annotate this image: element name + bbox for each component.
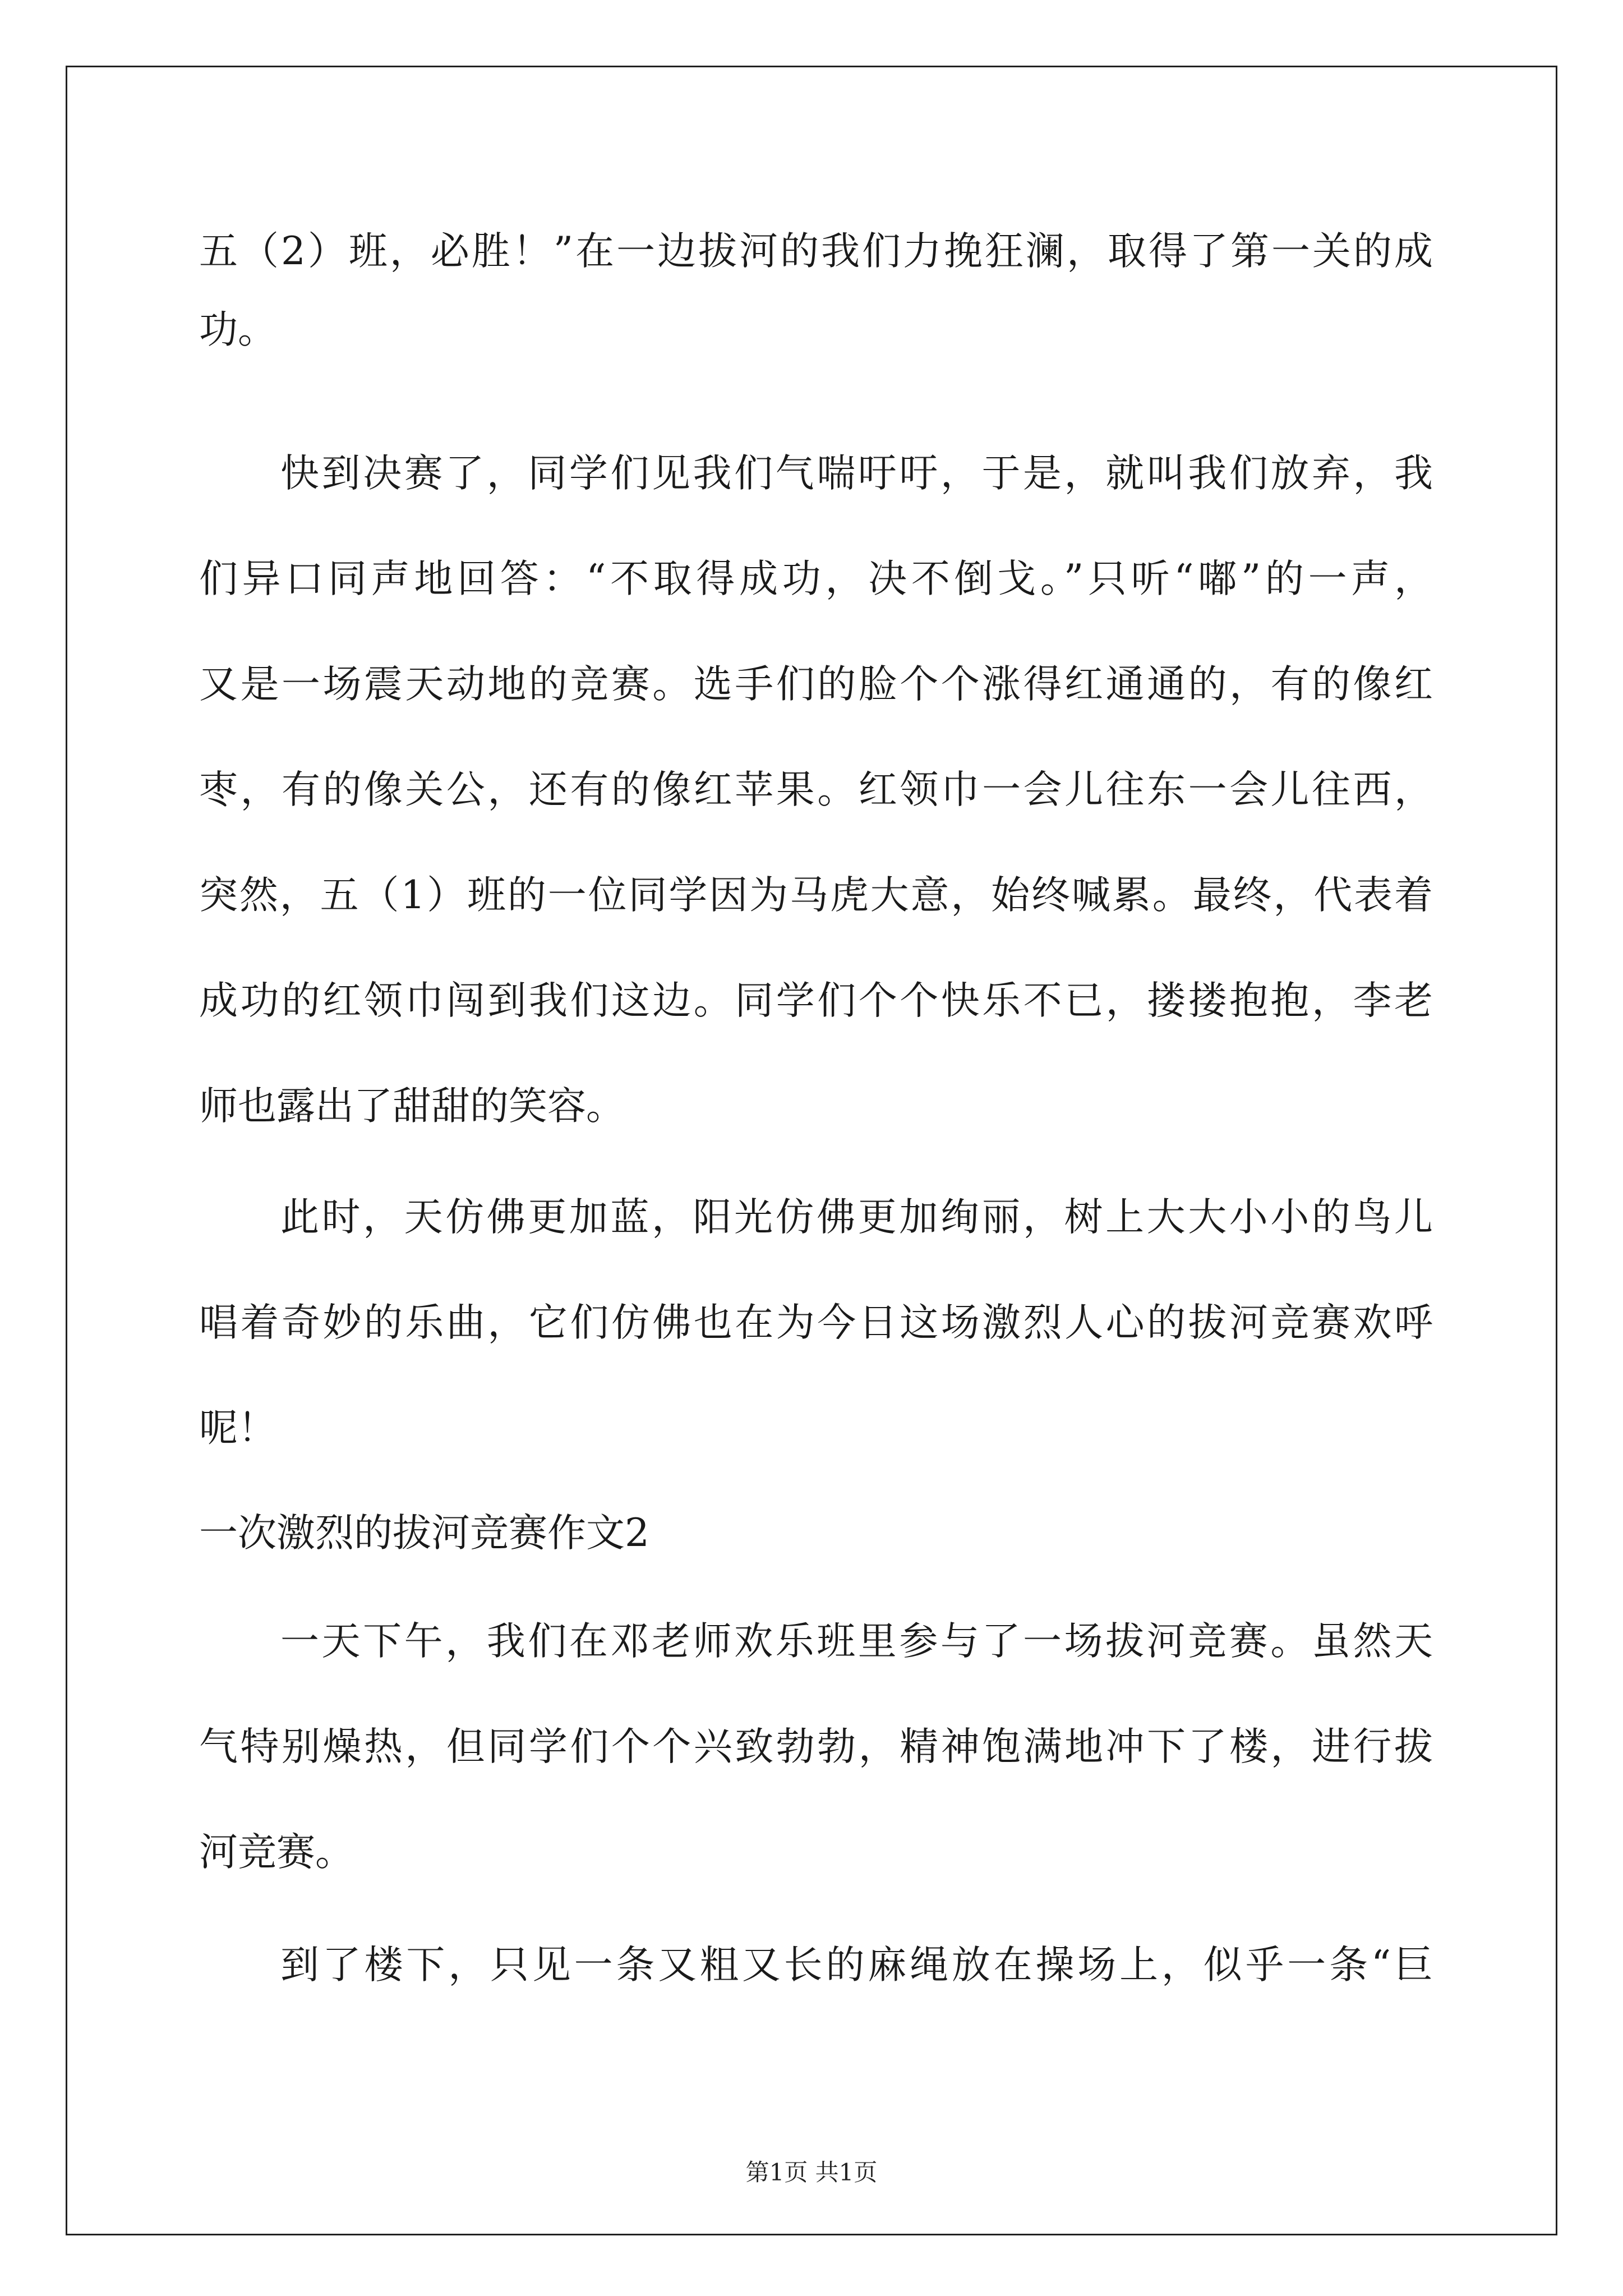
text-line: 气特别燥热，但同学们个个兴致勃勃，精神饱满地冲下了楼，进行拔 — [199, 1724, 1433, 1769]
text-line: 枣，有的像关公，还有的像红苹果。红领巾一会儿往东一会儿往西， — [199, 767, 1433, 812]
text-line: 成功的红领巾闯到我们这边。同学们个个快乐不已，搂搂抱抱，李老 — [199, 978, 1433, 1023]
text-line: 河竞赛。 — [199, 1830, 354, 1875]
text-line: 到了楼下，只见一条又粗又长的麻绳放在操场上，似乎一条“巨 — [280, 1943, 1433, 1987]
page-footer: 第1页 共1页 — [745, 2159, 878, 2186]
text-line: 五（2）班，必胜！”在一边拔河的我们力挽狂澜，取得了第一关的成 — [199, 229, 1433, 274]
page-border — [66, 66, 1557, 2235]
text-line: 师也露出了甜甜的笑容。 — [199, 1084, 625, 1129]
section-heading: 一次激烈的拔河竞赛作文2 — [199, 1511, 649, 1556]
text-line: 突然，五（1）班的一位同学因为马虎大意，始终喊累。最终，代表着 — [199, 873, 1433, 918]
text-line: 们异口同声地回答：“不取得成功，决不倒戈。”只听“嘟”的一声， — [199, 556, 1433, 601]
text-line: 快到决赛了，同学们见我们气喘吁吁，于是，就叫我们放弃，我 — [280, 451, 1433, 496]
text-line: 唱着奇妙的乐曲，它们仿佛也在为今日这场激烈人心的拔河竞赛欢呼 — [199, 1300, 1433, 1345]
text-line: 此时，天仿佛更加蓝，阳光仿佛更加绚丽，树上大大小小的鸟儿 — [280, 1195, 1433, 1240]
text-line: 功。 — [199, 307, 276, 352]
text-line: 呢！ — [199, 1406, 276, 1451]
text-line: 一天下午，我们在邓老师欢乐班里参与了一场拔河竞赛。虽然天 — [280, 1619, 1433, 1664]
text-line: 又是一场震天动地的竞赛。选手们的脸个个涨得红通通的，有的像红 — [199, 662, 1433, 707]
